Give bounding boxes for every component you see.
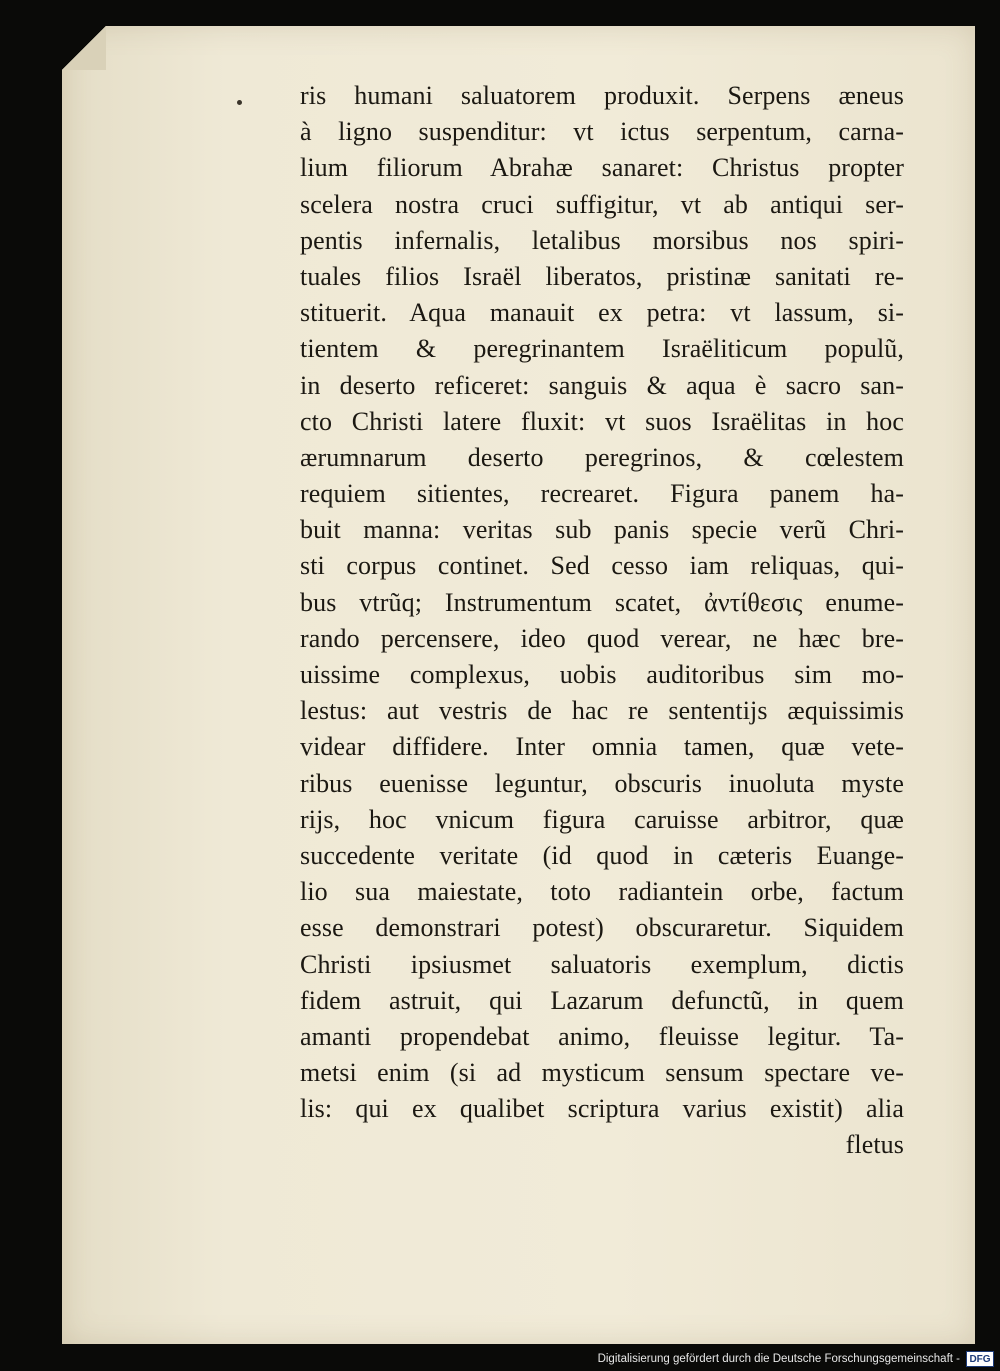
dfg-logo: DFG [966, 1351, 994, 1367]
text-line: ris humani saluatorem produxit. Serpens æneus [300, 81, 904, 110]
text-line: lio sua maiestate, toto radiantein orbe, factum [300, 877, 904, 907]
text-line: sti corpus continet. Sed cesso iam reliquas, qui- [300, 551, 904, 581]
text-line: Christi ipsiusmet saluatoris exemplum, dictis [300, 949, 904, 979]
text-line: uissime complexus, uobis auditoribus sim mo- [300, 660, 904, 689]
text-line: ribus euenisse leguntur, obscuris inuoluta myste [300, 768, 904, 798]
text-line: scelera nostra cruci suffigitur, vt ab antiqui ser- [300, 189, 904, 219]
text-line: à ligno suspenditur: vt ictus serpentum, carna- [300, 117, 904, 147]
text-line: succedente veritate (id quod in cæteris Euange- [300, 840, 904, 870]
text-line: buit manna: veritas sub panis specie verũ Chri- [300, 515, 904, 545]
text-line: requiem sitientes, recrearet. Figura panem ha- [300, 479, 904, 509]
text-line: rando percensere, ideo quod verear, ne hæc bre- [300, 623, 904, 653]
text-line: bus vtrũq; Instrumentum scatet, ἀντίθεσις enume- [300, 587, 904, 617]
text-line: metsi enim (si ad mysticum sensum spectare ve- [300, 1058, 904, 1088]
text-line: lis: qui ex qualibet scriptura varius existit) alia [300, 1094, 904, 1124]
digitization-footer [598, 1349, 994, 1369]
text-line: in deserto reficeret: sanguis & aqua è sacro san- [300, 370, 904, 400]
text-line: cto Christi latere fluxit: vt suos Israëlitas in hoc [300, 406, 904, 436]
ink-dot [237, 100, 242, 105]
text-line: esse demonstrari potest) obscuraretur. Siquidem [300, 913, 904, 943]
catchword: fletus [845, 1130, 904, 1160]
text-line: fidem astruit, qui Lazarum defunctũ, in quem [300, 985, 904, 1015]
text-line: rijs, hoc vnicum figura caruisse arbitror, quæ [300, 804, 904, 834]
text-line: lestus: aut vestris de hac re sententijs æquissimis [300, 696, 904, 726]
text-line: tuales filios Israël liberatos, pristinæ sanitati re- [300, 261, 904, 291]
text-line: amanti propendebat animo, fleuisse legitur. Ta- [300, 1021, 904, 1051]
footer-credit: Digitalisierung gefördert durch die Deutsche Forschungsgemeinschaft - [597, 1353, 960, 1365]
text-line: stituerit. Aqua manauit ex petra: vt lassum, si- [300, 298, 904, 328]
text-line: lium filiorum Abrahæ sanaret: Christus propter [300, 153, 904, 183]
folded-corner [62, 26, 106, 70]
text-line: videar diffidere. Inter omnia tamen, quæ vete- [300, 732, 904, 762]
text-line: tientem & peregrinantem Israëliticum populũ, [300, 334, 904, 364]
text-line: ærumnarum deserto peregrinos, & cœlestem [300, 442, 904, 472]
text-line: pentis infernalis, letalibus morsibus nos spiri- [300, 225, 904, 255]
page-text-block [300, 78, 904, 1164]
